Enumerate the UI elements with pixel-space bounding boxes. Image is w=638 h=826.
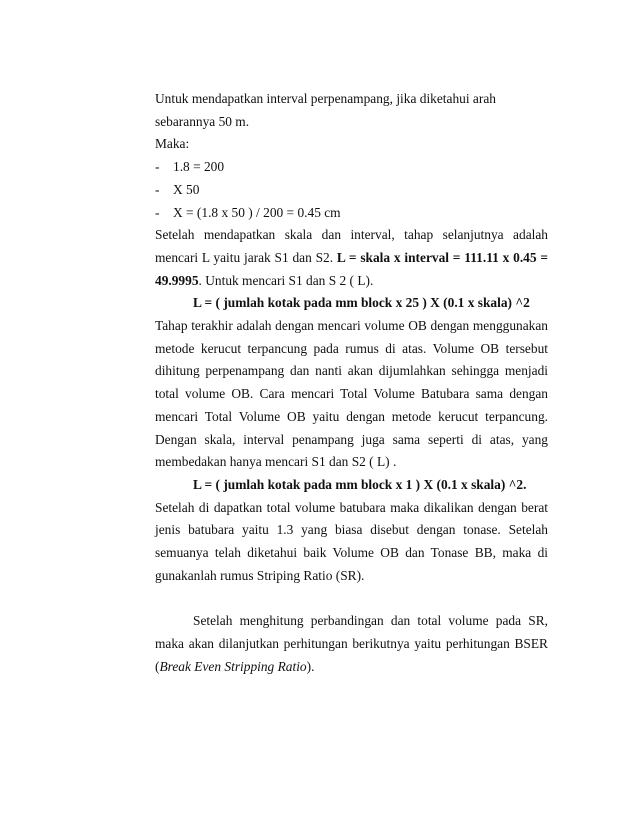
paragraph-spacer — [155, 587, 548, 610]
paragraph-skala-tail: . Untuk mencari S1 dan S 2 ( L). — [198, 272, 374, 288]
paragraph-bser-term: Break Even Stripping Ratio — [159, 658, 307, 674]
list-item-text: X = (1.8 x 50 ) / 200 = 0.45 cm — [173, 204, 341, 220]
paragraph-bser-text: Setelah menghitung perbandingan dan total volume pada SR, maka akan dilanjutkan perhitungan berikutnya yaitu perhitungan BSER ( — [155, 613, 548, 674]
list-item — [155, 179, 548, 202]
paragraph-interval: Untuk mendapatkan interval perpenampang, jika diketahui arah sebarannya 50 m. — [155, 91, 496, 129]
list-item-text: 1.8 = 200 — [173, 159, 225, 175]
list-item — [155, 202, 548, 225]
paragraph-maka: Maka: — [155, 136, 190, 152]
list-item-text: X 50 — [173, 181, 200, 197]
paragraph-tonase: Setelah di dapatkan total volume batubara maka dikalikan dengan berat jenis batubara yaitu 1.3 yang biasa disebut dengan tonase. Setelah semuanya telah diketahui baik Volume OB dan Tonase BB, maka di gunakanlah rumus Striping Ratio (SR). — [155, 499, 548, 583]
paragraph-bser — [155, 610, 548, 678]
list-bullet: - — [155, 181, 160, 197]
list-bullet: - — [155, 204, 160, 220]
formula-ob: L = ( jumlah kotak pada mm block x 25 ) X (0.1 x skala) ^2 — [193, 295, 530, 311]
paragraph-skala-text: Setelah mendapatkan skala dan interval, tahap selanjutnya adalah mencari L yaitu jarak S1 dan S2. — [155, 227, 548, 265]
list-item — [155, 156, 548, 179]
paragraph-skala-formula: L = skala x interval = 111.11 x 0.45 = 49.9995 — [155, 249, 548, 288]
calculation-list — [155, 156, 548, 224]
paragraph-bser-tail: ). — [306, 658, 315, 674]
paragraph-volume-ob: Tahap terakhir adalah dengan mencari volume OB dengan menggunakan metode kerucut terpancung pada rumus di atas. Volume OB tersebut dihitung perpenampang dan nanti akan dijumlahkan sehingga menjadi total volume OB. Cara mencari Total Volume Batubara sama dengan mencari Total Volume OB yaitu dengan metode kerucut terpancung. Dengan skala, interval penampang juga sama seperti di atas, yang membedakan hanya mencari S1 dan S2 ( L) . — [155, 318, 548, 470]
list-bullet: - — [155, 159, 160, 175]
paragraph-skala — [155, 224, 548, 292]
document-body — [155, 88, 548, 678]
formula-batubara: L = ( jumlah kotak pada mm block x 1 ) X (0.1 x skala) ^2. — [193, 476, 527, 492]
